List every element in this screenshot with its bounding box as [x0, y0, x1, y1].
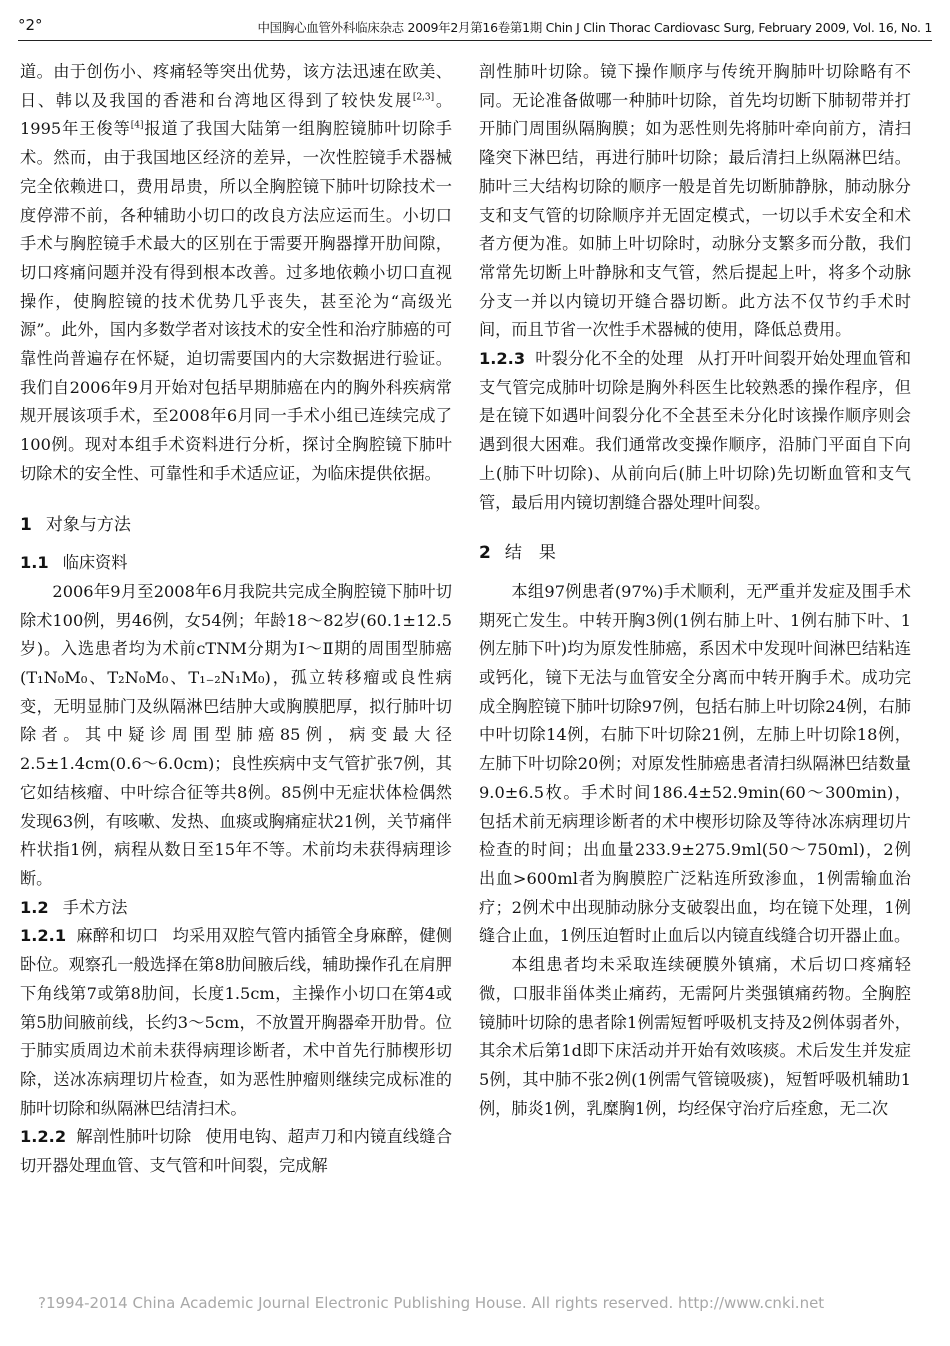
copyright-footer: ?1994-2014 China Academic Journal Electronic Publishing House. All rights reserved. http://www.cnki.net [38, 1294, 825, 1312]
postop-paragraph: 本组患者均未采取连续硬膜外镇痛，术后切口疼痛轻微，口服非甾体类止痛药，无需阿片类强镇痛药物。全胸腔镜肺叶切除的患者除1例需短暂呼吸机支持及2例体弱者外，其余术后第1d即下床活动并开始有效咳痰。术后发生并发症5例，其中肺不张2例(1例需气管镜吸痰)，短暂呼吸机辅助1例，肺炎1例，乳糜胸1例，均经保守治疗后痊愈，无二次 [479, 955, 911, 1118]
subsection-heading: 1.1 临床资料 [20, 553, 128, 573]
running-header [18, 12, 932, 41]
section-heading: 2 结 果 [479, 543, 556, 564]
citation: [4] [130, 121, 144, 132]
clinical-data-paragraph: 2006年9月至2008年6月我院共完成全胸腔镜下肺叶切除术100例，男46例，女54例；年龄18～82岁(60.1±12.5岁)。入选患者均为术前cTNM分期为Ⅰ～Ⅱ期的周围型肺癌(T₁N₀M₀、T₂N₀M₀、T₁₋₂N₁M₀)，孤立转移瘤或良性病变，无明显肺门及纵隔淋巴结肿大或胸膜肥厚，拟行肺叶切除者。其中疑诊周围型肺癌85例，病变最大径2.5±1.4cm(0.6～6.0cm)；良性疾病中支气管扩张7例，其它如结核瘤、中叶综合征等共8例。85例中无症状体检偶然发现63例，有咳嗽、发热、血痰或胸痛症状21例，关节痛伴杵状指1例，病程从数日至15年不等。术前均未获得病理诊断。 [20, 581, 452, 888]
section-heading: 1 对象与方法 [20, 514, 131, 535]
right-column [479, 58, 911, 1123]
subsection-heading: 1.2 手术方法 [20, 897, 128, 917]
citation: [2,3] [412, 92, 435, 103]
intro-paragraph: 道。由于创伤小、疼痛轻等突出优势，该方法迅速在欧美、日、韩以及我国的香港和台湾地区得到了较快发展[2,3]。1995年王俊等[4]报道了我国大陆第一组胸腔镜肺叶切除手术。然而，由于我国地区经济的差异，一次性腔镜手术器械完全依赖进口，费用昂贵，所以全胸腔镜下肺叶切除技术一度停滞不前，各种辅助小切口的改良方法应运而生。小切口手术与胸腔镜手术最大的区别在于需要开胸器撑开肋间隙，切口疼痛问题并没有得到根本改善。过多地依赖小切口直视操作，使胸腔镜的技术优势几乎丧失，甚至沦为“高级光源”。此外，国内多数学者对该技术的安全性和治疗肺癌的可靠性尚普遍存在怀疑，迫切需要国内的大宗数据进行验证。我们自2006年9月开始对包括早期肺癌在内的胸外科疾病常规开展该项手术，至2008年6月同一手术小组已连续完成了100例。现对本组手术资料进行分析，探讨全胸腔镜下肺叶切除术的安全性、可靠性和手术适应证，为临床提供依据。 [20, 62, 453, 483]
left-column [20, 58, 452, 1181]
journal-info: 中国胸心血管外科临床杂志 2009年2月第16卷第1期 Chin J Clin Thorac Cardiovasc Surg, February 2009, Vol. 16, No. 1 [257, 20, 932, 35]
lobectomy-paragraph: 1.2.2 解剖性肺叶切除 使用电钩、超声刀和内镜直线缝合切开器处理血管、支气管和叶间裂，完成解 [20, 1127, 453, 1176]
results-paragraph: 本组97例患者(97%)手术顺利，无严重并发症及围手术期死亡发生。中转开胸3例(1例右肺上叶、1例右肺下叶、1例左肺下叶)均为原发性肺癌，系因术中发现叶间淋巴结粘连或钙化，镜下无法与血管安全分离而中转开胸手术。成功完成全胸腔镜下肺叶切除97例，包括右肺上叶切除24例，右肺中叶切除14例，右肺下叶切除21例，左肺上叶切除18例，左肺下叶切除20例；对原发性肺癌患者清扫纵隔淋巴结数量9.0±6.5枚。手术时间186.4±52.9min(60～300min)，包括术前无病理诊断者的术中楔形切除及等待冰冻病理切片检查的时间；出血量233.9±275.9ml(50～750ml)，2例出血>600ml者为胸膜腔广泛粘连所致渗血，1例需输血治疗；2例术中出现肺动脉分支破裂出血，均在镜下处理，1例缝合止血，1例压迫暂时止血后以内镜直线缝合切开器止血。 [479, 581, 911, 946]
fissure-paragraph: 1.2.3 叶裂分化不全的处理 从打开叶间裂开始处理血管和支气管完成肺叶切除是胸外科医生比较熟悉的操作程序，但是在镜下如遇叶间裂分化不全甚至未分化时该操作顺序则会遇到很大困难。我们通常改变操作顺序，沿肺门平面自下向上(肺下叶切除)、从前向后(肺上叶切除)先切断血管和支气管，最后用内镜切割缝合器处理叶间裂。 [479, 349, 912, 512]
page-number: °2° [18, 16, 43, 34]
anesthesia-paragraph: 1.2.1 麻醉和切口 均采用双腔气管内插管全身麻醉，健侧卧位。观察孔一般选择在第8肋间腋后线，辅助操作孔在肩胛下角线第7或第8肋间，长度1.5cm，主操作小切口在第4或第5肋间腋前线，长约3～5cm，不放置开胸器牵开肋骨。位于肺实质周边术前未获得病理诊断者，术中首先行肺楔形切除，送冰冻病理切片检查，如为恶性肿瘤则继续完成标准的肺叶切除和纵隔淋巴结清扫术。 [20, 926, 453, 1118]
lobectomy-continued-paragraph: 剖性肺叶切除。镜下操作顺序与传统开胸肺叶切除略有不同。无论准备做哪一种肺叶切除，首先均切断下肺韧带并打开肺门周围纵隔胸膜；如为恶性则先将肺叶牵向前方，清扫隆突下淋巴结，再进行肺叶切除；最后清扫上纵隔淋巴结。肺叶三大结构切除的顺序一般是首先切断肺静脉，肺动脉分支和支气管的切除顺序并无固定模式，一切以手术安全和术者方便为准。如肺上叶切除时，动脉分支繁多而分散，我们常常先切断上叶静脉和支气管，然后提起上叶，将多个动脉分支一并以内镜切开缝合器切断。此方法不仅节约手术时间，而且节省一次性手术器械的使用，降低总费用。 [479, 62, 911, 340]
